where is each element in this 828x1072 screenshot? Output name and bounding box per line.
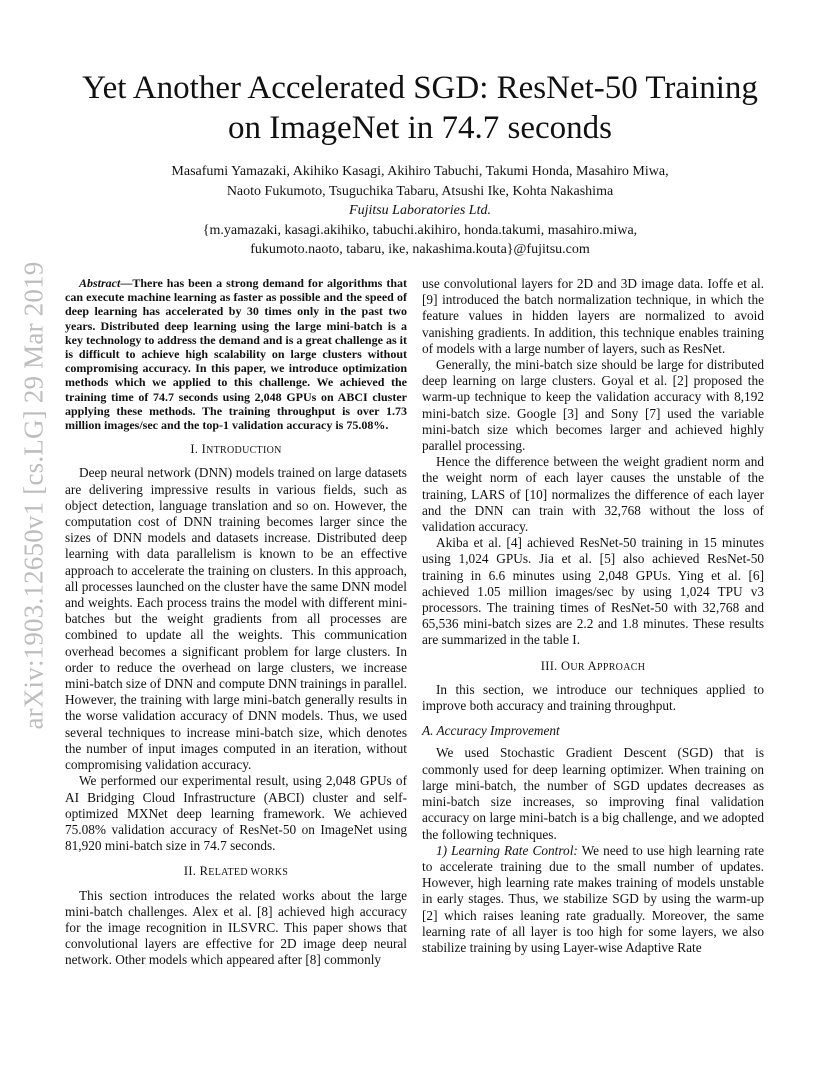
section-initial-2: A: [587, 658, 597, 673]
section-rest: NTRODUCTION: [206, 445, 282, 457]
arxiv-identifier-stamp: [14, 250, 54, 740]
related-paragraph-1: This section introduces the related works about the large mini-batch challenges. Alex et al. [8] achieved high accuracy for the image recognition in ILSVRC. This paper shows that convolutional layers are effective for 2D image deep neural network. Other models which appeared after [8] commonly: [65, 887, 407, 968]
emails-line-2: fukumoto.naoto, tabaru, ike, nakashima.kouta}@fujitsu.com: [250, 242, 590, 257]
learning-rate-paragraph: [422, 843, 764, 956]
learning-rate-text: We need to use high learning rate to accelerate training due to the small number of updates. However, high learning rate makes training of models unstable in early stages. Thus, we stabilize SGD by using the warm-up [2] which raises leaning rate gradually. Moreover, the same learning rate of all layer is too high for some layers, we also stabilize training by using Layer-wise Adaptive Rate: [422, 842, 764, 955]
accuracy-paragraph-1: We used Stochastic Gradient Descent (SGD) that is commonly used for deep learning optimizer. When training on large mini-batch, the number of SGD updates decreases as mini-batch size increases, so improving final validation accuracy on large mini-batch is a big challenge, and we adopted the following techniques.: [422, 745, 764, 842]
emails-line-1: {m.yamazaki, kasagi.akihiko, tabuchi.akihiro, honda.takumi, masahiro.miwa,: [202, 222, 638, 238]
subsection-heading-accuracy: A. Accuracy Improvement: [422, 723, 560, 739]
affiliation: Fujitsu Laboratories Ltd.: [349, 203, 491, 218]
section-number: I.: [190, 442, 202, 457]
intro-paragraph-1: Deep neural network (DNN) models trained on large datasets are delivering impressive results in various fields, such as object detection, language translation and so on. However, the computation cost of DNN training becomes larger since the sizes of DNN models and datasets increase. Distributed deep learning with data parallelism is known to be an effective approach to accelerate the training on clusters. In this approach, all processes launched on the cluster have the same DNN model and weights. Each process trains the model with different mini-batches but the weight gradients from all processes are combined to update all the weights. This communication overhead becomes a significant problem for large clusters. In order to reduce the overhead on large clusters, we increase mini-batch size of DNN and compute DNN trainings in parallel. However, the training with large mini-batch generally results in the worse validation accuracy of DNN models. Thus, we used several techniques to increase mini-batch size, which denotes the number of input images computed in an iteration, without compromising validation accuracy.: [65, 465, 407, 773]
author-block: [100, 162, 740, 260]
related-paragraph-2: Generally, the mini-batch size should be large for distributed deep learning on large clusters. Goyal et al. [2] proposed the warm-up technique to keep the validation accuracy with 8,192 mini-batch size. Google [3] and Sony [7] used the variable mini-batch size which becomes larger and achieved highly parallel processing.: [422, 357, 764, 454]
authors-line-1: Masafumi Yamazaki, Akihiko Kasagi, Akihiro Tabuchi, Takumi Honda, Masahiro Miwa,: [171, 164, 669, 179]
section-heading-related-works: [65, 863, 407, 881]
section-rest: UR: [570, 661, 588, 673]
related-paragraph-4: Akiba et al. [4] achieved ResNet-50 training in 15 minutes using 1,024 GPUs. Jia et al. [5] also achieved ResNet-50 training in 6.6 minutes using 2,048 GPUs. Ying et al. [6] achieved 1.05 million images/sec by using 1,024 TPU v3 processors. The training times of ResNet-50 with 32,768 and 65,536 mini-batch sizes are 2.2 and 1.8 minutes. These results are summarized in the table I.: [422, 535, 764, 648]
authors-line-2: Naoto Fukumoto, Tsuguchika Tabaru, Atsushi Ike, Kohta Nakashima: [226, 183, 614, 199]
section-initial: O: [561, 658, 571, 673]
section-rest-2: WORKS: [250, 867, 289, 879]
learning-rate-runin-heading: 1) Learning Rate Control:: [436, 842, 578, 858]
abstract: [65, 276, 407, 432]
section-number: III.: [540, 658, 562, 673]
section-initial: I: [201, 442, 207, 457]
section-rest: ELATED: [208, 867, 251, 879]
left-column: [65, 276, 407, 969]
intro-paragraph-2: We performed our experimental result, using 2,048 GPUs of AI Bridging Cloud Infrastructure (ABCI) cluster and self-optimized MXNet deep learning framework. We achieved 75.08% validation accuracy of ResNet-50 on ImageNet using 81,920 mini-batch size in 74.7 seconds.: [65, 773, 407, 854]
right-column: [422, 276, 764, 956]
arxiv-identifier-text: arXiv:1903.12650v1 [cs.LG] 29 Mar 2019: [18, 260, 49, 730]
section-rest-2: PPROACH: [596, 661, 646, 673]
abstract-text: —There has been a strong demand for algorithms that can execute machine learning as faster as possible and the speed of deep learning has accelerated by 30 times only in the past two years. Distributed deep learning using the large mini-batch is a key technology to address the demand and is a great challenge as it is difficult to achieve high scalability on large clusters without compromising accuracy. In this paper, we introduce optimization methods which we applied to this challenge. We achieved the training time of 74.7 seconds using 2,048 GPUs on ABCI cluster applying these methods. The training throughput is over 1.73 million images/sec and the top-1 validation accuracy is 75.08%.: [65, 276, 407, 433]
section-initial: R: [199, 864, 209, 879]
section-number: II.: [183, 864, 200, 879]
abstract-label: Abstract: [79, 276, 121, 290]
section-heading-our-approach: [422, 658, 764, 676]
related-paragraph-3: Hence the difference between the weight gradient norm and the weight norm of each layer causes the unstable of the training, LARS of [10] normalizes the difference of each layer and the DNN can train with 32,768 without the loss of validation accuracy.: [422, 454, 764, 535]
related-paragraph-1-continued: use convolutional layers for 2D and 3D image data. Ioffe et al. [9] introduced the batch normalization technique, in which the feature values in hidden layers are normalized to avoid vanishing gradients. In addition, this technique enables training of models with a large number of layers, such as ResNet.: [422, 276, 764, 356]
section-heading-introduction: [65, 441, 407, 459]
paper-title: [60, 68, 780, 148]
title-line-1: Yet Another Accelerated SGD: ResNet-50 Training: [82, 70, 758, 106]
title-line-2: on ImageNet in 74.7 seconds: [228, 110, 612, 146]
approach-paragraph-1: In this section, we introduce our techniques applied to improve both accuracy and training throughput.: [422, 681, 764, 714]
